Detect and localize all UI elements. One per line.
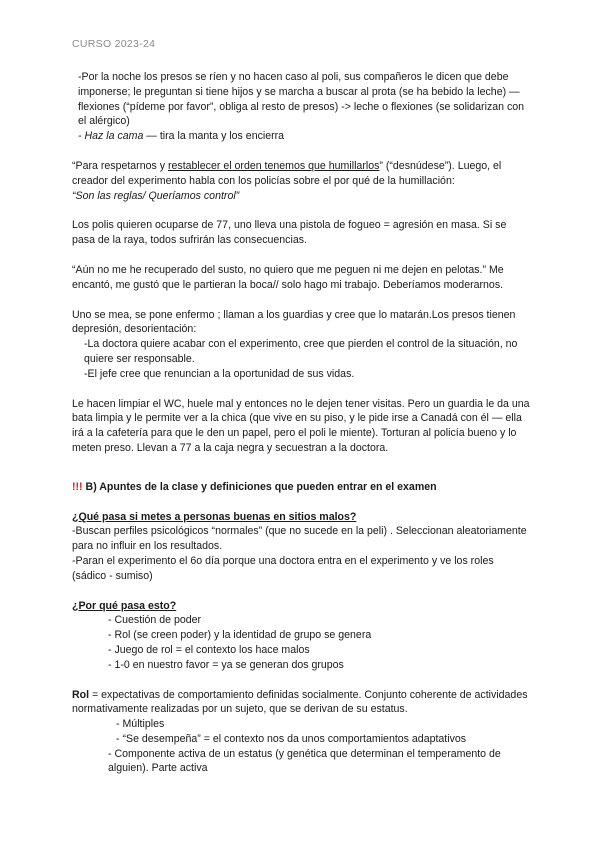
rules-quote: “Son las reglas/ Queríamos control” — [72, 189, 240, 202]
list-item: - Juego de rol = el contexto los hace malos — [108, 643, 310, 656]
respect-pre: “Para respetarnos y — [72, 159, 168, 172]
list-item: -Paran el experimento el 6o día porque una doctora entra en el experimento y ve los roles (sádico - sumiso) — [72, 554, 494, 582]
paragraph-quote-scare: “Aún no me he recuperado del susto, no quiero que me peguen ni me dejen en pelotas.” Me encantó, me gustó que le partieran la boca// solo hago mi trabajo. Deberíamos moderarnos. — [72, 263, 504, 291]
list-item: -La doctora quiere acabar con el experimento, cree que pierden el control de la situación, no quiere ser responsable. — [84, 338, 518, 365]
list-item: - Múltiples — [116, 718, 165, 731]
list-item: -El jefe cree que renuncian a la oportunidad de sus vidas. — [84, 367, 355, 380]
paragraph-respect — [72, 159, 530, 189]
question-heading-2: ¿Por qué pasa esto? — [72, 599, 177, 612]
document-body — [72, 70, 530, 776]
respect-post: ” (“desnúdese”). Luego, el creador del experimento habla con los policías sobre el por qué de la humillación: — [72, 159, 502, 187]
alert-marks: !!! — [72, 480, 83, 493]
rol-term: Rol — [72, 688, 90, 701]
list-item: - “Se desempeña” = el contexto nos da unos comportamientos adaptativos — [116, 732, 467, 745]
question-heading-1: ¿Qué pasa si metes a personas buenas en sitios malos? — [72, 510, 357, 523]
list-item: - 1-0 en nuestro favor = ya se generan dos grupos — [108, 658, 344, 671]
respect-underlined: restablecer el orden tenemos que humillarlos — [167, 159, 380, 172]
paragraph-make-bed — [72, 129, 530, 144]
rol-definition: = expectativas de comportamiento definidas socialmente. Conjunto coherente de actividades normativamente realizadas por un sujeto, que se derivan de su estatus. — [72, 688, 528, 716]
make-bed-text: — tira la manta y los encierra — [143, 130, 285, 143]
page-header: CURSO 2023-24 — [72, 38, 156, 50]
paragraph-wc: Le hacen limpiar el WC, huele mal y entonces no le dejen tener visitas. Pero un guardia le da una bata limpia y le permite ver a la chica (que vive en su piso, y le pide irse a Canadá con él — ella irá a la cafetería para que le den un papel, pero el poli le miente). Torturan al policía bueno y lo meten preso. Llevan a 77 a la caja negra y secuestran a la doctora. — [72, 397, 530, 454]
paragraph-sick-prisoner: Uno se mea, se pone enfermo ; llaman a los guardias y cree que lo matarán.Los presos tienen depresión, desorientación: — [72, 308, 516, 336]
make-bed-quote: - Haz la cama — [78, 130, 144, 143]
section-b-title: B) Apuntes de la clase y definiciones que pueden entrar en el examen — [82, 480, 437, 493]
section-b-heading — [72, 480, 530, 495]
list-item: - Componente activa de un estatus (y genética que determinan el temperamento de alguien). Parte activa — [108, 747, 501, 775]
list-item: - Cuestión de poder — [108, 614, 202, 627]
paragraph-night-prisoners: -Por la noche los presos se ríen y no hacen caso al poli, sus compañeros le dicen que debe imponerse; le preguntan si tiene hijos y se marcha a buscar al prota (se ha bebido la leche) — flexiones (“pídeme por favor”, obliga al resto de presos) -> leche o flexiones (se solidarizan con el alérgico) — [78, 71, 525, 128]
paragraph-rol-definition — [72, 688, 530, 718]
list-item: -Buscan perfiles psicológicos “normales” (que no sucede en la peli) . Seleccionan aleatoriamente para no influir en los resultados. — [72, 525, 527, 553]
list-item: - Rol (se creen poder) y la identidad de grupo se genera — [108, 629, 372, 642]
paragraph-police-77: Los polis quieren ocuparse de 77, uno lleva una pistola de fogueo = agresión en masa. Si se pasa de la raya, todos sufrirán las consecuencias. — [72, 219, 507, 247]
